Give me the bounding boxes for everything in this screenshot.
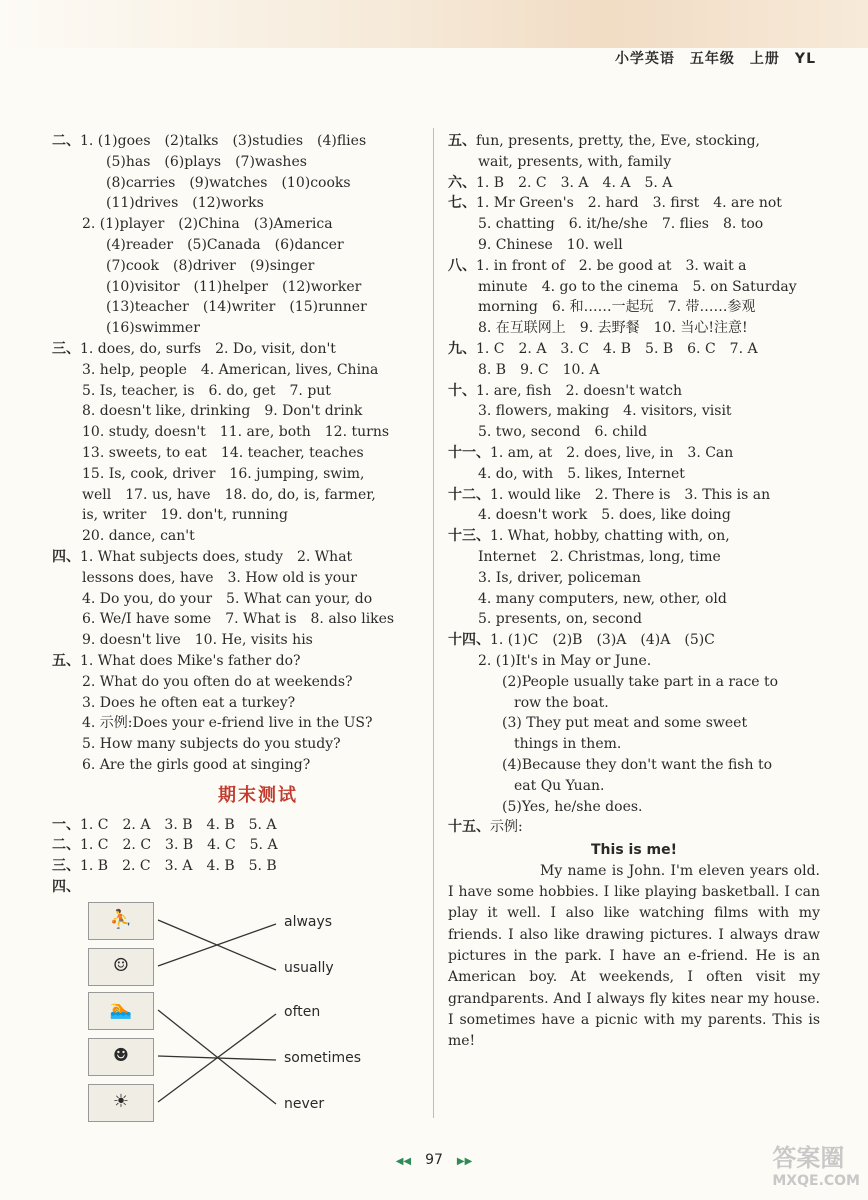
answer-row xyxy=(52,381,424,402)
section-number: 七、 xyxy=(448,195,476,212)
answer-text: 1. are, fish 2. doesn't watch xyxy=(476,382,682,399)
answer-row xyxy=(52,214,424,235)
answer-row xyxy=(448,547,820,568)
section-number: 六、 xyxy=(448,174,476,191)
answer-row xyxy=(448,173,820,194)
answer-row xyxy=(52,589,424,610)
answer-row xyxy=(448,422,820,443)
answer-row xyxy=(448,526,820,547)
answer-text: 8. 在互联网上 9. 去野餐 10. 当心!注意! xyxy=(478,320,748,337)
header-band xyxy=(0,0,868,48)
watermark-text: 答案圈 xyxy=(772,1144,845,1172)
answer-row xyxy=(52,339,424,360)
answer-row xyxy=(52,152,424,173)
picture-3: 🏊 xyxy=(88,992,154,1030)
answer-text: 1. Mr Green's 2. hard 3. first 4. are not xyxy=(476,195,782,212)
answer-row xyxy=(52,464,424,485)
answer-row xyxy=(52,651,424,672)
section-number: 四、 xyxy=(52,878,80,895)
answer-text: 示例: xyxy=(490,819,523,836)
answer-row xyxy=(52,734,424,755)
answer-text: 6. We/I have some 7. What is 8. also likes xyxy=(82,611,395,628)
section-number: 二、 xyxy=(52,133,80,149)
answer-text: 20. dance, can't xyxy=(82,528,195,545)
answer-text: 1. C 2. C 3. B 4. C 5. A xyxy=(80,837,278,854)
answer-row xyxy=(52,256,424,277)
answer-row xyxy=(448,776,820,797)
answer-row xyxy=(448,693,820,714)
answer-text: (7)cook (8)driver (9)singer xyxy=(106,257,315,274)
answer-text: 4. 示例:Does your e-friend live in the US? xyxy=(82,715,373,732)
answer-text: 13. sweets, to eat 14. teacher, teaches xyxy=(82,444,364,461)
answer-text: 5. chatting 6. it/he/she 7. flies 8. too xyxy=(478,216,764,233)
answer-text: fun, presents, pretty, the, Eve, stocking, xyxy=(476,133,761,149)
answer-text: 1. B 2. C 3. A 4. B 5. B xyxy=(80,858,277,875)
answer-text: 4. doesn't work 5. does, like doing xyxy=(478,507,731,524)
answer-row xyxy=(448,589,820,610)
answer-text: 1. (1)goes (2)talks (3)studies (4)flies xyxy=(80,133,367,149)
answer-row xyxy=(448,505,820,526)
answer-row xyxy=(448,797,820,818)
answer-text: 2. (1)player (2)China (3)America xyxy=(82,216,333,233)
picture-4: ☻ xyxy=(88,1038,154,1076)
left-column xyxy=(52,131,424,1128)
answer-row xyxy=(448,630,820,651)
answer-text: minute 4. go to the cinema 5. on Saturday xyxy=(478,278,797,295)
answer-text: row the boat. xyxy=(514,694,609,711)
answer-text: lessons does, have 3. How old is your xyxy=(82,569,357,586)
answer-row xyxy=(448,214,820,235)
right-column xyxy=(448,131,820,1053)
answer-text: (8)carries (9)watches (10)cooks xyxy=(106,174,351,191)
page-number: 97 xyxy=(425,1152,443,1168)
answer-row xyxy=(52,360,424,381)
match-word: always xyxy=(284,913,333,930)
answer-text: 5. presents, on, second xyxy=(478,611,643,628)
answer-row xyxy=(52,131,424,152)
section-number: 二、 xyxy=(52,837,80,854)
answer-text: 6. Are the girls good at singing? xyxy=(82,756,311,773)
prev-arrows-icon: ◀◀ xyxy=(395,1156,412,1167)
final-test-title: 期末测试 xyxy=(218,784,298,806)
answer-text: wait, presents, with, family xyxy=(478,153,672,170)
answer-text: things in them. xyxy=(514,736,622,753)
answer-text: 5. How many subjects do you study? xyxy=(82,736,341,753)
answer-text: 1. does, do, surfs 2. Do, visit, don't xyxy=(80,340,336,357)
next-arrows-icon: ▶▶ xyxy=(456,1156,473,1167)
answer-text: 4. do, with 5. likes, Internet xyxy=(478,465,685,482)
answer-text: 1. would like 2. There is 3. This is an xyxy=(490,486,771,503)
answer-text: (13)teacher (14)writer (15)runner xyxy=(106,299,367,316)
right-answer-list xyxy=(448,131,820,838)
answer-row xyxy=(448,568,820,589)
essay-title: This is me! xyxy=(591,842,677,859)
answer-text: (4)reader (5)Canada (6)dancer xyxy=(106,236,344,253)
answer-text: (5)has (6)plays (7)washes xyxy=(106,153,307,170)
answer-row xyxy=(448,817,820,838)
answer-text: 9. doesn't live 10. He, visits his xyxy=(82,632,313,649)
match-word: often xyxy=(284,1003,321,1020)
answer-row xyxy=(52,235,424,256)
answer-row xyxy=(52,297,424,318)
answer-row xyxy=(448,131,820,152)
answer-text: 3. Does he often eat a turkey? xyxy=(82,694,296,711)
answer-row xyxy=(448,360,820,381)
answer-text: 8. B 9. C 10. A xyxy=(478,361,600,378)
picture-1: ⛹ xyxy=(88,902,154,940)
answer-row xyxy=(448,193,820,214)
answer-text: Internet 2. Christmas, long, time xyxy=(478,548,721,565)
answer-text: 3. flowers, making 4. visitors, visit xyxy=(478,403,732,420)
answer-row xyxy=(52,713,424,734)
answer-row xyxy=(448,339,820,360)
answer-row xyxy=(448,672,820,693)
answer-row xyxy=(448,734,820,755)
answer-text: 1. C 2. A 3. C 4. B 5. B 6. C 7. A xyxy=(476,340,758,357)
answer-row xyxy=(52,401,424,422)
answer-text: morning 6. 和……一起玩 7. 带……参观 xyxy=(478,299,756,316)
answer-text: (10)visitor (11)helper (12)worker xyxy=(106,278,362,295)
answer-row xyxy=(52,755,424,776)
answer-row xyxy=(52,630,424,651)
answer-text: well 17. us, have 18. do, do, is, farmer, xyxy=(82,486,376,503)
section-number: 十、 xyxy=(448,382,476,399)
answer-text: 2. What do you often do at weekends? xyxy=(82,673,353,690)
answer-text: 10. study, doesn't 11. are, both 12. turns xyxy=(82,424,390,441)
answer-row xyxy=(448,401,820,422)
answer-text: 1. B 2. C 3. A 4. A 5. A xyxy=(476,174,673,191)
answer-row xyxy=(448,152,820,173)
answer-row xyxy=(52,277,424,298)
section-number: 十四、 xyxy=(448,632,490,649)
answer-text: 1. What, hobby, chatting with, on, xyxy=(490,528,730,545)
section-number: 十一、 xyxy=(448,444,490,461)
matching-exercise xyxy=(52,898,424,1128)
answer-text: 1. (1)C (2)B (3)A (4)A (5)C xyxy=(490,632,715,649)
answer-row xyxy=(448,381,820,402)
answer-row xyxy=(52,568,424,589)
answer-text: 1. C 2. A 3. B 4. B 5. A xyxy=(80,816,277,833)
picture-5: ☀ xyxy=(88,1084,154,1122)
answer-text: (5)Yes, he/she does. xyxy=(502,798,643,815)
answer-row xyxy=(52,835,424,856)
answer-row xyxy=(52,505,424,526)
answer-row xyxy=(52,693,424,714)
answer-text: 3. help, people 4. American, lives, China xyxy=(82,361,379,378)
section-number: 十三、 xyxy=(448,528,490,545)
watermark-url: MXQE.COM xyxy=(772,1173,860,1189)
section-number: 一、 xyxy=(52,816,80,833)
answer-text: eat Qu Yuan. xyxy=(514,777,605,794)
answer-row xyxy=(52,485,424,506)
answer-text: 5. Is, teacher, is 6. do, get 7. put xyxy=(82,382,331,399)
page-footer xyxy=(0,1152,868,1168)
section-number: 五、 xyxy=(52,652,80,669)
answer-row xyxy=(448,609,820,630)
page-header: 小学英语 五年级 上册 YL xyxy=(614,51,816,67)
answer-row xyxy=(448,755,820,776)
section-number: 十二、 xyxy=(448,486,490,503)
answer-row xyxy=(448,256,820,277)
answer-text: (3) They put meat and some sweet xyxy=(502,715,748,732)
section-number: 九、 xyxy=(448,340,476,357)
answer-text: 9. Chinese 10. well xyxy=(478,236,623,253)
watermark xyxy=(772,1138,860,1189)
answer-row xyxy=(52,318,424,339)
answer-row xyxy=(52,856,424,877)
answer-text: is, writer 19. don't, running xyxy=(82,507,289,524)
answer-row xyxy=(448,235,820,256)
section-number: 十五、 xyxy=(448,819,490,836)
match-word: usually xyxy=(284,959,334,976)
answer-text: (16)swimmer xyxy=(106,320,200,337)
section-number: 四、 xyxy=(52,548,80,565)
section-number: 五、 xyxy=(448,133,476,149)
answer-text: 8. doesn't like, drinking 9. Don't drink xyxy=(82,403,363,420)
left-answer-list xyxy=(52,131,424,776)
answer-text: (11)drives (12)works xyxy=(106,195,264,212)
answer-text: 1. What does Mike's father do? xyxy=(80,652,301,669)
answer-text: 4. Do you, do your 5. What can your, do xyxy=(82,590,373,607)
answer-row xyxy=(448,297,820,318)
answer-text: 1. am, at 2. does, live, in 3. Can xyxy=(490,444,734,461)
answer-text: (4)Because they don't want the fish to xyxy=(502,756,772,773)
column-divider xyxy=(433,128,434,1118)
answer-row xyxy=(448,443,820,464)
section-number: 八、 xyxy=(448,257,476,274)
answer-row xyxy=(52,526,424,547)
answer-row xyxy=(448,318,820,339)
picture-2: ☺ xyxy=(88,948,154,986)
answer-text: 1. in front of 2. be good at 3. wait a xyxy=(476,257,747,274)
section-number: 三、 xyxy=(52,858,80,875)
answer-row xyxy=(52,672,424,693)
essay-body: My name is John. I'm eleven years old. I have some hobbies. I like playing basketball. I can play it well. I also like watching films with my friends. I also like drawing pictures. I always draw pictures in the park. I have an e-friend. He is an American boy. At weekends, I often visit my grandparents. And I always fly kites near my house. I sometimes have a picnic with my parents. This is me! xyxy=(448,862,820,1050)
answer-row xyxy=(52,547,424,568)
answer-text: 4. many computers, new, other, old xyxy=(478,590,727,607)
section-number: 三、 xyxy=(52,340,80,357)
answer-text: 3. Is, driver, policeman xyxy=(478,569,641,586)
match-word: sometimes xyxy=(284,1049,362,1066)
answer-text: 1. What subjects does, study 2. What xyxy=(80,548,353,565)
answer-row xyxy=(52,173,424,194)
answer-row xyxy=(448,485,820,506)
answer-row xyxy=(448,277,820,298)
answer-row xyxy=(52,443,424,464)
answer-text: 5. two, second 6. child xyxy=(478,424,648,441)
answer-row xyxy=(448,651,820,672)
answer-row xyxy=(52,877,424,898)
final-answer-list xyxy=(52,815,424,898)
answer-row xyxy=(52,422,424,443)
answer-row xyxy=(52,609,424,630)
answer-row xyxy=(448,464,820,485)
answer-row xyxy=(52,193,424,214)
answer-text: 15. Is, cook, driver 16. jumping, swim, xyxy=(82,465,365,482)
answer-text: 2. (1)It's in May or June. xyxy=(478,652,652,669)
answer-text: (2)People usually take part in a race to xyxy=(502,673,779,690)
answer-row xyxy=(448,713,820,734)
essay xyxy=(448,861,820,1053)
answer-row xyxy=(52,815,424,836)
match-word: never xyxy=(284,1095,325,1112)
